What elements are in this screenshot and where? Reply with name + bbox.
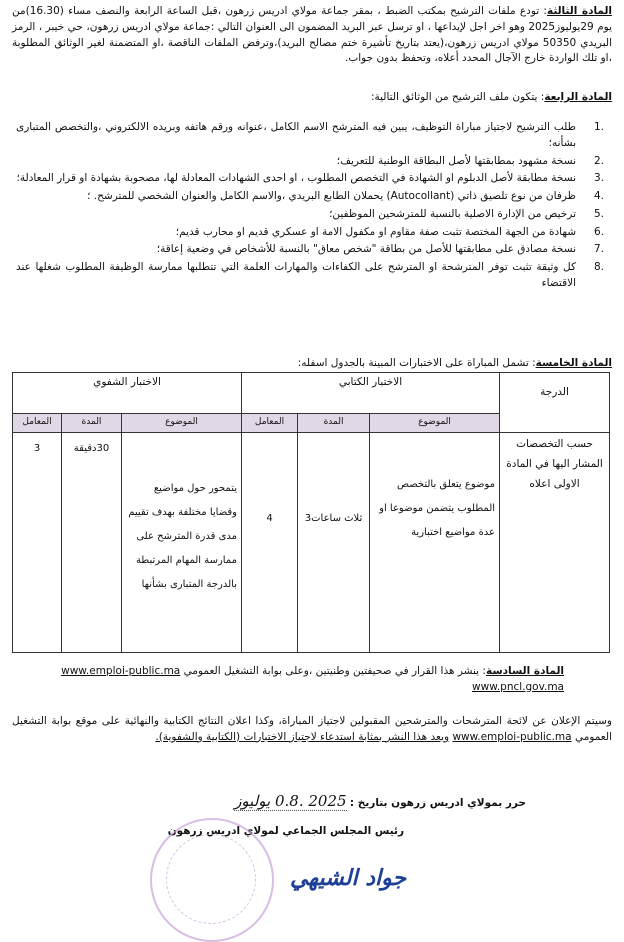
article-6 xyxy=(12,664,564,696)
document-item xyxy=(16,171,604,187)
document-item xyxy=(16,120,604,152)
article-3 xyxy=(12,4,612,67)
document-item-number: .8 xyxy=(593,261,604,273)
document-item-text: نسخة مشهود بمطابقتها لأصل البطاقة الوطنية للتعريف؛ xyxy=(336,154,576,167)
document-item-number: .3 xyxy=(593,172,604,185)
documents-ordered-list xyxy=(16,120,604,292)
document-item-number: .2 xyxy=(593,154,604,167)
document-item xyxy=(16,225,604,241)
handwritten-signature: جواد الشيهي xyxy=(290,865,407,891)
grade-cell: حسب التخصصات المشار اليها في المادة الاولى اعلاه xyxy=(500,433,610,653)
oral-topic-cell: يتمحور حول مواضيع وقضايا مختلفة بهدف تقييم مدى قدرة المترشح على ممارسة المهام المرتبطة بالدرجة المتبارى بشأنها xyxy=(122,433,242,653)
document-item-text: كل وثيقة تثبت توفر المترشحة او المترشح على الكفاءات والمهارات العلمة التي تتطلبها ممارسة الوظيفة المطلوب شغلها عند الاقتضاء xyxy=(16,261,576,289)
article-5-heading: المادة الخامسة xyxy=(535,357,612,369)
article-5 xyxy=(12,356,612,372)
date-value: 2025 .0.8 يوليوز xyxy=(234,792,347,810)
written-coef-header: المعامل xyxy=(242,414,298,433)
document-item-number: .1 xyxy=(593,121,604,133)
documents-list xyxy=(16,120,604,294)
document-item-number: .6 xyxy=(593,225,604,238)
document-item-number: .7 xyxy=(593,243,604,256)
announcement-tail: ويعد هذا النشر بمثابة استدعاء لاجتياز الاختبارات (الكتابية والشفوية). xyxy=(155,730,450,743)
article-6-heading: المادة السادسة xyxy=(485,665,564,677)
document-item-text: ظرفان من نوع تلصيق ذاتي (Autocollant) يحملان الطابع البريدي ،والاسم الكامل والعنوان الشخصي للمترشح. ؛ xyxy=(87,190,576,202)
oral-topic-header: الموضوع xyxy=(122,414,242,433)
article-4 xyxy=(12,90,612,106)
written-coef-cell: 4 xyxy=(242,433,298,653)
article-4-intro: : يتكون ملف الترشيح من الوثائق التالية: xyxy=(370,91,545,103)
grade-header: الدرجة xyxy=(500,373,610,433)
oral-coef-cell: 3 xyxy=(13,433,62,653)
article-3-heading: المادة الثالثة xyxy=(546,5,612,17)
document-item-text: شهادة من الجهة المختصة تثبت صفة مقاوم او مكفول الامة او عسكري قديم او محارب قديم؛ xyxy=(175,225,576,238)
announcement-text: وسيتم الإعلان عن لائحة المترشحات والمترشحين المقبولين لاجتياز المباراة، وكذا اعلان النتائج الكتابية والنهائية على موقع بوابة التشغيل العمومي xyxy=(12,715,612,743)
document-item xyxy=(16,260,604,292)
document-item-text: ترخيص من الإدارة الاصلية بالنسبة للمترشحين الموظفين؛ xyxy=(329,207,576,220)
oral-duration-header: المدة xyxy=(62,414,122,433)
article-4-heading: المادة الرابعة xyxy=(544,91,612,103)
document-item xyxy=(16,242,604,258)
official-stamp-inner-ring xyxy=(166,834,256,924)
document-item-text: نسخة مصادق على مطابقتها للأصل من بطاقة "شخص معاق" بالنسبة للأشخاص في وضعية إعاقة؛ xyxy=(156,243,576,256)
document-item xyxy=(16,154,604,170)
written-topic-cell: موضوع يتعلق بالتخصص المطلوب يتضمن موضوعا او عدة مواضيع اختبارية xyxy=(370,433,500,653)
document-item-text: طلب الترشيح لاجتياز مباراة التوظيف، يبين فيه المترشح الاسم الكامل ،عنوانه ورقم هاتفه وبريده الالكتروني ،والتخصص المتبارى بشأنه؛ xyxy=(16,121,576,149)
oral-coef-header: المعامل xyxy=(13,414,62,433)
article-6-text: : ينشر هذا القرار في صحيفتين وطنيتين ،وعلى بوابة التشغيل العمومي xyxy=(183,665,486,677)
document-item-number: .5 xyxy=(593,207,604,220)
oral-exam-header: الاختبار الشفوي xyxy=(13,373,242,414)
document-item-text: نسخة مطابقة لأصل الدبلوم او الشهادة في التخصص المطلوب ، او احدى الشهادات المعادلة لها، مصحوبة بشهادة او قرار المعادلة؛ xyxy=(16,172,576,185)
written-exam-header: الاختبار الكتابي xyxy=(242,373,500,414)
date-line xyxy=(234,790,526,813)
exams-table xyxy=(12,372,610,653)
announcement-link[interactable]: www.emploi-public.ma xyxy=(452,730,572,743)
signatory-title: رئيس المجلس الجماعي لمولاي ادريس زرهون xyxy=(167,825,404,837)
pncl-link[interactable]: www.pncl.gov.ma xyxy=(472,680,564,693)
article-3-text: : تودع ملفات الترشيح بمكتب الضبط ، بمقر جماعة مولاي ادريس زرهون ،قبل الساعة الرابعة والنصف مساء (16.30)من يوم 29يوليوز2025 وهو اخر اجل لإيداعها ، او ترسل عبر البريد المضمون الى العنوان التالي :جماعة مولاي ادريس زرهون، حي خيبر ، الرمز البريدي 50350 مولاي ادريس زرهون،(يعتد بتاريخ تأشيرة ختم مصالح البريد)،وترفض الملفات الناقصة ،او المتضمنة لغير الوثائق المطلوبة ،او تلك الواردة خارج الآجال المحدد أعلاه، وتحفظ بدون جواب. xyxy=(12,5,612,65)
document-item xyxy=(16,189,604,205)
article-5-text: : تشمل المباراة على الاختبارات المبينة بالجدول اسفله: xyxy=(297,357,536,369)
written-duration-header: المدة xyxy=(298,414,370,433)
oral-duration-cell: 30دقيقة xyxy=(62,433,122,653)
document-item-number: .4 xyxy=(593,190,604,202)
announcement xyxy=(12,714,612,746)
written-duration-cell: ثلاث ساعات3 xyxy=(298,433,370,653)
document-item xyxy=(16,207,604,223)
date-label: حرر بمولاي ادريس زرهون بتاريخ : xyxy=(349,797,526,809)
emploi-public-link[interactable]: www.emploi-public.ma xyxy=(61,665,181,677)
written-topic-header: الموضوع xyxy=(370,414,500,433)
